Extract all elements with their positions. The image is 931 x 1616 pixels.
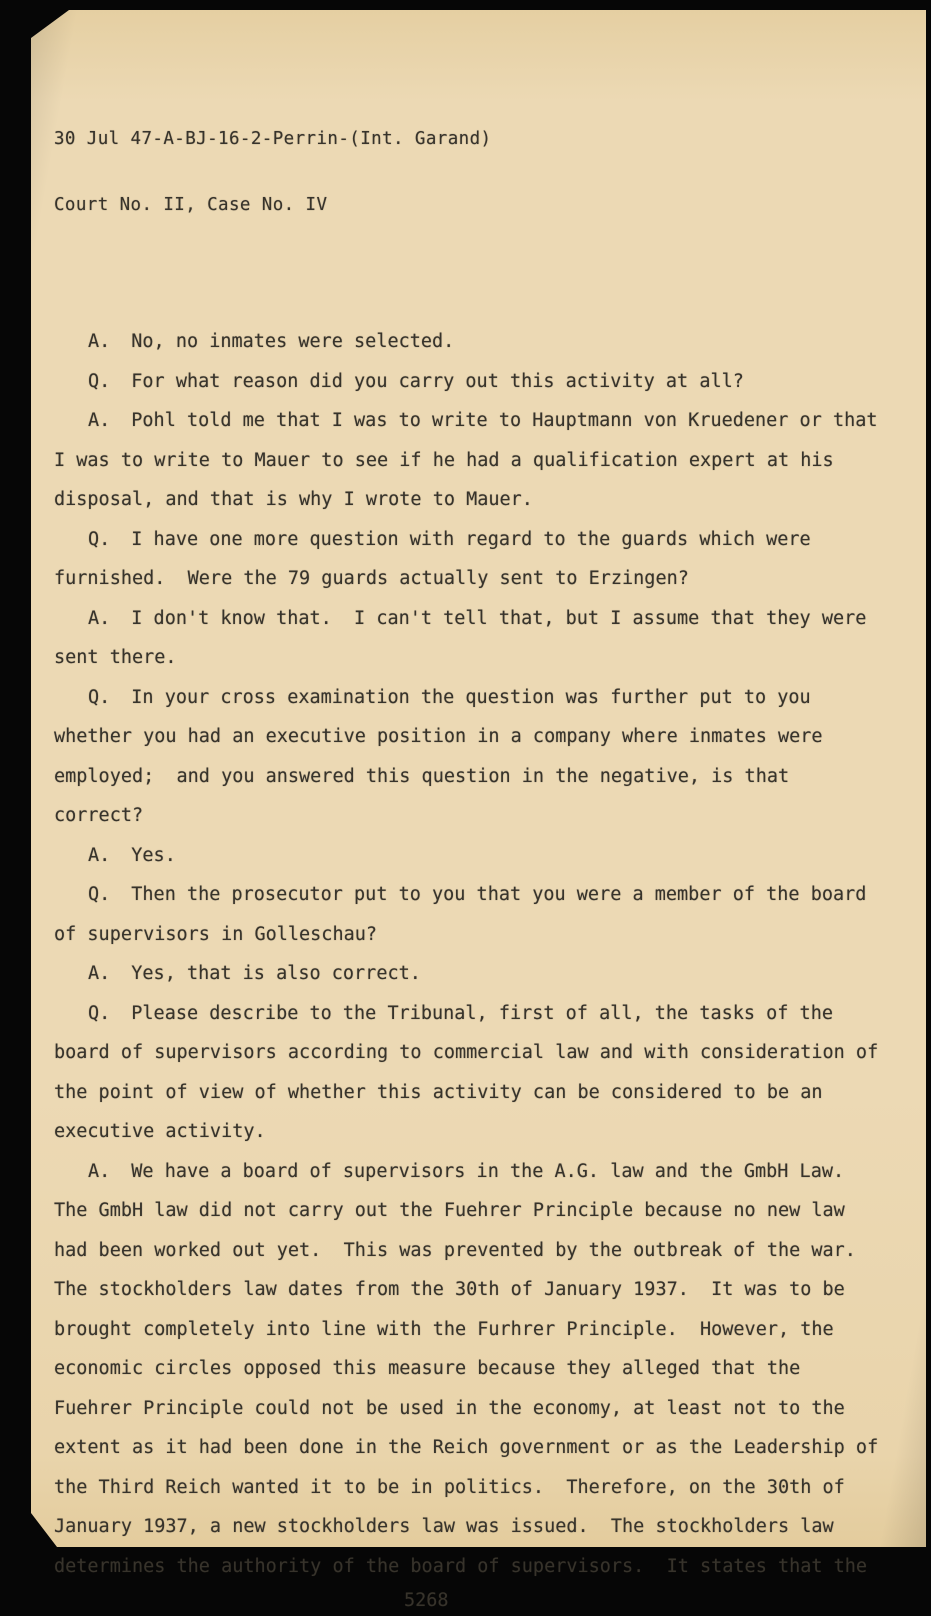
- speaker-label: A.: [88, 844, 111, 866]
- transcript-body: [54, 322, 890, 1586]
- paragraph-text: Yes.: [131, 844, 176, 866]
- page-number: 5268: [404, 1590, 449, 1611]
- document-paper: [31, 10, 926, 1611]
- scan-corner-shadow-top-left: [31, 10, 69, 38]
- speaker-label: Q.: [88, 528, 111, 550]
- qa-paragraph: [54, 362, 886, 402]
- qa-paragraph: [54, 520, 886, 599]
- speaker-label: Q.: [88, 1002, 111, 1024]
- paragraph-text: In your cross examination the question was further put to you whether you had an executive position in a company where inmates were employed; and you answered this question in the negative, is that correct?: [54, 686, 834, 826]
- speaker-label: A.: [88, 331, 111, 352]
- paragraph-text: For what reason did you carry out this activity at all?: [131, 370, 744, 392]
- paragraph-text: I have one more question with regard to the guards which were furnished. Were the 79 guards actually sent to Erzingen?: [54, 528, 822, 589]
- speaker-label: A.: [88, 607, 111, 629]
- qa-paragraph: [54, 678, 886, 836]
- paragraph-text: We have a board of supervisors in the A.G. law and the GmbH Law. The GmbH law did not carry out the Fuehrer Principle because no new law had been worked out yet. This was prevented by the outbreak of the war. The stockholders law dates from the 30th of January 1937. It was to be brought completely into line with the Furhrer Principle. However, the economic circles opposed this measure because they alleged that the Fuehrer Principle could not be used in the economy, at least not to the extent as it had been done in the Reich government or as the Leadership of the Third Reich wanted it to be in politics. Therefore, on the 30th of January 1937, a new stockholders law was issued. The stockholders law determines the authority of the board of supervisors. It states that the: [54, 1160, 890, 1577]
- paragraph-text: Please describe to the Tribunal, first of all, the tasks of the board of supervisors according to commercial law and with consideration of the point of view of whether this activity can be considered to be an executive activity.: [54, 1002, 890, 1142]
- speaker-label: A.: [88, 963, 111, 984]
- paragraph-text: Pohl told me that I was to write to Hauptmann von Kruedener or that I was to write to Mauer to see if he had a qualification expert at his disposal, and that is why I wrote to Mauer.: [54, 410, 889, 510]
- qa-paragraph: [54, 401, 889, 520]
- paragraph-text: Then the prosecutor put to you that you were a member of the board of supervisors in Golleschau?: [54, 884, 878, 945]
- header-court-case-number: Court No. II, Case No. IV: [54, 195, 328, 215]
- qa-paragraph: [54, 599, 886, 678]
- speaker-label: Q.: [88, 370, 111, 392]
- speaker-label: Q.: [88, 686, 111, 708]
- paragraph-text: No, no inmates were selected.: [131, 331, 455, 352]
- qa-paragraph: [54, 994, 890, 1152]
- qa-paragraph: [54, 1152, 890, 1587]
- document-header: [54, 84, 886, 260]
- speaker-label: A.: [88, 410, 111, 431]
- speaker-label: Q.: [88, 884, 111, 905]
- page-content: [54, 84, 890, 1616]
- qa-paragraph: [54, 875, 886, 954]
- paragraph-text: I don't know that. I can't tell that, but I assume that they were sent there.: [54, 607, 878, 668]
- qa-paragraph: [54, 322, 886, 362]
- paragraph-text: Yes, that is also correct.: [131, 963, 421, 984]
- qa-paragraph: [54, 836, 886, 876]
- header-case-reference: 30 Jul 47-A-BJ-16-2-Perrin-(Int. Garand): [54, 129, 492, 149]
- speaker-label: A.: [88, 1160, 111, 1182]
- qa-paragraph: [54, 954, 886, 994]
